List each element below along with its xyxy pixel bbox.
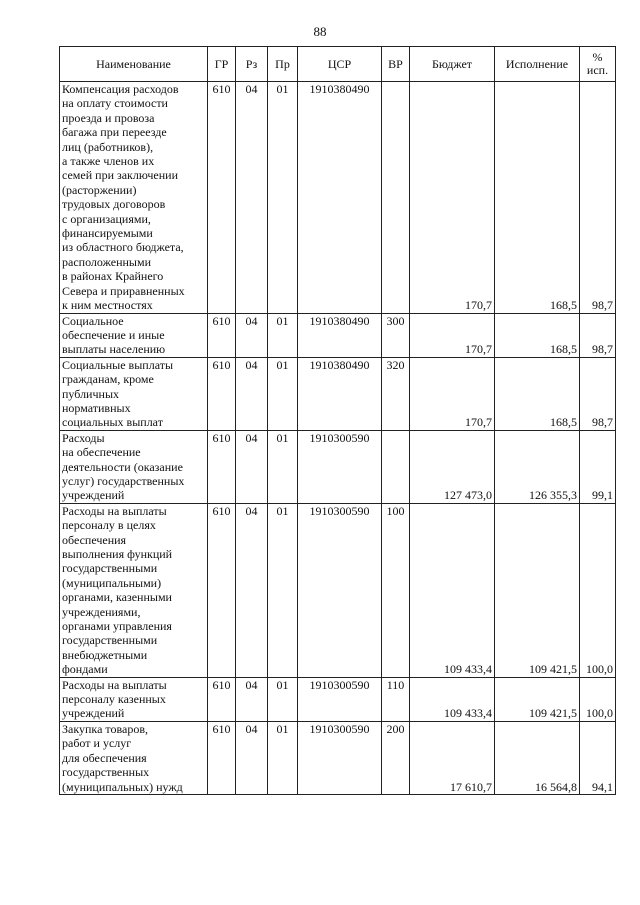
- row-csr-cell: 1910300590: [298, 721, 382, 794]
- row-name-cell: [60, 357, 208, 430]
- percent-sign: %: [592, 50, 603, 64]
- row-name-line: обеспечения: [62, 532, 127, 547]
- row-name-line: трудовых договоров: [62, 197, 166, 212]
- row-name-line: публичных: [62, 386, 119, 401]
- row-pct-cell: 98,7: [580, 357, 616, 430]
- row-name-line: обеспечение и иные: [62, 327, 165, 342]
- budget-table: [59, 46, 616, 795]
- row-rz-cell: 04: [236, 721, 268, 794]
- row-csr-cell: 1910300590: [298, 677, 382, 721]
- table-row: [60, 430, 616, 503]
- row-gr-cell: 610: [208, 357, 236, 430]
- row-name-line: учреждений: [62, 488, 125, 503]
- row-name-line: фондами: [62, 662, 108, 677]
- row-pr-cell: 01: [268, 357, 298, 430]
- row-name-line: органами, казенными: [62, 590, 172, 605]
- row-name-line: семей при заключении: [62, 168, 179, 183]
- row-csr-cell: 1910380490: [298, 357, 382, 430]
- row-execution-cell: 168,5: [495, 82, 580, 314]
- row-name-line: (расторжении): [62, 182, 137, 197]
- row-name-line: из областного бюджета,: [62, 240, 184, 255]
- row-name-line: проезда и провоза: [62, 110, 155, 125]
- table-row: [60, 82, 616, 314]
- row-csr-cell: 1910380490: [298, 82, 382, 314]
- row-pr-cell: 01: [268, 503, 298, 677]
- row-name-line: внебюджетными: [62, 647, 148, 662]
- col-header-csr: ЦСР: [298, 47, 382, 82]
- row-name-line: Расходы: [62, 430, 105, 445]
- row-budget-cell: 109 433,4: [410, 677, 495, 721]
- row-name-line: а также членов их: [62, 154, 155, 169]
- row-execution-cell: 109 421,5: [495, 503, 580, 677]
- row-name-line: расположенными: [62, 254, 151, 269]
- row-vr-cell: 110: [382, 677, 410, 721]
- col-header-rz: Рз: [236, 47, 268, 82]
- row-name-line: социальных выплат: [62, 415, 163, 430]
- col-header-vr: ВР: [382, 47, 410, 82]
- page-number: 88: [313, 24, 327, 39]
- table-row: [60, 313, 616, 357]
- col-header-gr: ГР: [208, 47, 236, 82]
- percent-label: исп.: [586, 63, 609, 77]
- row-name-cell: [60, 721, 208, 794]
- row-name-line: багажа при переезде: [62, 125, 167, 140]
- row-name-line: Социальные выплаты: [62, 357, 174, 372]
- row-name-line: гражданам, кроме: [62, 372, 154, 387]
- row-name-line: органами управления: [62, 619, 172, 634]
- header-row: [60, 47, 616, 82]
- row-name-line: услуг) государственных: [62, 473, 185, 488]
- row-budget-cell: 170,7: [410, 82, 495, 314]
- row-name-line: государственными: [62, 633, 158, 648]
- row-name-line: Расходы на выплаты: [62, 503, 167, 518]
- row-vr-cell: [382, 430, 410, 503]
- row-name-line: (муниципальных) нужд: [62, 779, 183, 794]
- row-budget-cell: 109 433,4: [410, 503, 495, 677]
- row-rz-cell: 04: [236, 503, 268, 677]
- row-pct-cell: 94,1: [580, 721, 616, 794]
- row-pr-cell: 01: [268, 721, 298, 794]
- row-execution-cell: 16 564,8: [495, 721, 580, 794]
- row-name-line: на оплату стоимости: [62, 96, 168, 111]
- row-rz-cell: 04: [236, 357, 268, 430]
- row-vr-cell: 300: [382, 313, 410, 357]
- col-header-execution: Исполнение: [495, 47, 580, 82]
- row-gr-cell: 610: [208, 82, 236, 314]
- row-name-line: Компенсация расходов: [62, 82, 179, 96]
- row-name-line: нормативных: [62, 400, 131, 415]
- row-name-line: выполнения функций: [62, 547, 173, 561]
- row-name-line: в районах Крайнего: [62, 269, 164, 284]
- table-row: [60, 503, 616, 677]
- row-execution-cell: 109 421,5: [495, 677, 580, 721]
- row-name-cell: [60, 313, 208, 357]
- row-name-line: Севера и приравненных: [62, 283, 185, 298]
- row-name-line: лиц (работников),: [62, 139, 154, 154]
- col-header-percent: [580, 47, 616, 82]
- row-rz-cell: 04: [236, 430, 268, 503]
- row-vr-cell: [382, 82, 410, 314]
- row-pct-cell: 100,0: [580, 677, 616, 721]
- table-body: [60, 82, 616, 795]
- row-rz-cell: 04: [236, 82, 268, 314]
- row-budget-cell: 170,7: [410, 313, 495, 357]
- row-name-line: на обеспечение: [62, 445, 141, 460]
- row-rz-cell: 04: [236, 313, 268, 357]
- table-row: [60, 721, 616, 794]
- row-execution-cell: 126 355,3: [495, 430, 580, 503]
- col-header-name: Наименование: [60, 47, 208, 82]
- row-pct-cell: 99,1: [580, 430, 616, 503]
- row-vr-cell: 320: [382, 357, 410, 430]
- row-budget-cell: 127 473,0: [410, 430, 495, 503]
- col-header-budget: Бюджет: [410, 47, 495, 82]
- row-gr-cell: 610: [208, 503, 236, 677]
- row-pr-cell: 01: [268, 677, 298, 721]
- table-row: [60, 357, 616, 430]
- row-name-line: государственными: [62, 561, 158, 576]
- row-name-line: персоналу казенных: [62, 692, 166, 707]
- row-name-line: Социальное: [62, 313, 124, 328]
- row-pct-cell: 98,7: [580, 313, 616, 357]
- row-name-line: выплаты населению: [62, 342, 166, 357]
- row-name-line: финансируемыми: [62, 226, 153, 241]
- row-budget-cell: 17 610,7: [410, 721, 495, 794]
- row-name-line: для обеспечения: [62, 750, 147, 765]
- row-name-cell: [60, 677, 208, 721]
- row-name-line: деятельности (оказание: [62, 459, 183, 474]
- row-gr-cell: 610: [208, 313, 236, 357]
- col-header-pr: Пр: [268, 47, 298, 82]
- row-pr-cell: 01: [268, 82, 298, 314]
- row-execution-cell: 168,5: [495, 357, 580, 430]
- row-name-cell: [60, 430, 208, 503]
- row-name-cell: [60, 503, 208, 677]
- row-name-line: персоналу в целях: [62, 518, 156, 533]
- row-csr-cell: 1910300590: [298, 430, 382, 503]
- row-name-line: учреждений: [62, 706, 125, 721]
- row-pct-cell: 100,0: [580, 503, 616, 677]
- table-header: [60, 47, 616, 82]
- row-name-line: государственных: [62, 765, 150, 780]
- row-pct-cell: 98,7: [580, 82, 616, 314]
- row-rz-cell: 04: [236, 677, 268, 721]
- row-csr-cell: 1910300590: [298, 503, 382, 677]
- row-name-line: Закупка товаров,: [62, 721, 148, 736]
- row-vr-cell: 200: [382, 721, 410, 794]
- row-pr-cell: 01: [268, 313, 298, 357]
- row-name-line: учреждениями,: [62, 604, 141, 619]
- row-name-line: (муниципальными): [62, 575, 162, 590]
- row-gr-cell: 610: [208, 721, 236, 794]
- row-budget-cell: 170,7: [410, 357, 495, 430]
- row-name-line: Расходы на выплаты: [62, 677, 167, 692]
- table-row: [60, 677, 616, 721]
- row-vr-cell: 100: [382, 503, 410, 677]
- row-csr-cell: 1910380490: [298, 313, 382, 357]
- row-gr-cell: 610: [208, 677, 236, 721]
- row-pr-cell: 01: [268, 430, 298, 503]
- row-gr-cell: 610: [208, 430, 236, 503]
- row-execution-cell: 168,5: [495, 313, 580, 357]
- row-name-line: к ним местностях: [62, 298, 153, 313]
- row-name-line: с организациями,: [62, 211, 151, 226]
- row-name-line: работ и услуг: [62, 736, 132, 751]
- row-name-cell: [60, 82, 208, 314]
